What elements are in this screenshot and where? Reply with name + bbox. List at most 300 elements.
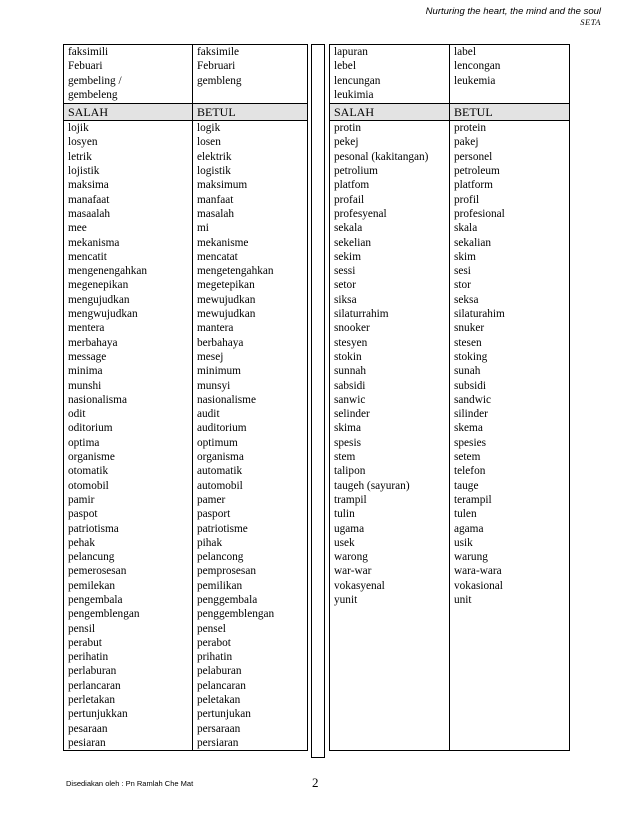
top-wrong-cell (64, 45, 193, 104)
table-row (330, 236, 570, 250)
correct-word-cell: mesej (193, 350, 308, 364)
table-row (330, 321, 570, 335)
wrong-word-cell: munshi (64, 379, 193, 393)
correct-word-cell: sekalian (450, 236, 570, 250)
top-word: gembleng (197, 74, 242, 87)
table-row (64, 364, 308, 378)
header-title: Nurturing the heart, the mind and the soul (425, 6, 601, 17)
table-row (330, 307, 570, 321)
wrong-word-cell: otomatik (64, 464, 193, 478)
correct-word-cell: usik (450, 536, 570, 550)
table-row (64, 250, 308, 264)
table-row (330, 436, 570, 450)
wrong-word-cell (330, 622, 450, 636)
correct-word-cell: tulen (450, 507, 570, 521)
correct-word-cell: auditorium (193, 421, 308, 435)
wrong-word-cell: sunnah (330, 364, 450, 378)
table-row (330, 121, 570, 136)
top-word: leukemia (454, 74, 496, 87)
wrong-word-cell: profail (330, 193, 450, 207)
wrong-word-cell: talipon (330, 464, 450, 478)
correct-word-cell: sesi (450, 264, 570, 278)
table-row (330, 221, 570, 235)
wrong-word-cell: warong (330, 550, 450, 564)
correct-word-cell: pasport (193, 507, 308, 521)
table-row (330, 393, 570, 407)
top-word: Februari (197, 60, 236, 73)
table-row (64, 579, 308, 593)
table-row (64, 278, 308, 292)
correct-word-cell: sandwic (450, 393, 570, 407)
top-right-cell (450, 45, 570, 104)
correct-word-cell: silaturahim (450, 307, 570, 321)
wrong-word-cell: lojik (64, 121, 193, 136)
wrong-word-cell (330, 736, 450, 751)
table-row (64, 522, 308, 536)
table-row (330, 593, 570, 607)
correct-word-cell: automatik (193, 464, 308, 478)
correct-word-cell (450, 650, 570, 664)
table-row (330, 336, 570, 350)
wrong-word-cell: pesiaran (64, 736, 193, 751)
correct-word-cell: penggemblengan (193, 607, 308, 621)
correct-word-cell: skala (450, 221, 570, 235)
correct-word-cell: maksimum (193, 178, 308, 192)
top-word: Febuari (68, 60, 103, 73)
wrong-word-cell: taugeh (sayuran) (330, 479, 450, 493)
wrong-word-cell: pemilekan (64, 579, 193, 593)
wrong-word-cell: merbahaya (64, 336, 193, 350)
table-row (64, 150, 308, 164)
table-row (330, 207, 570, 221)
correct-word-cell: mencatat (193, 250, 308, 264)
table-row (64, 736, 308, 751)
page-header (426, 6, 601, 28)
correct-word-cell: mewujudkan (193, 293, 308, 307)
wrong-word-cell (330, 707, 450, 721)
wrong-word-cell: silaturrahim (330, 307, 450, 321)
table-row (330, 679, 570, 693)
table-row (64, 564, 308, 578)
correct-word-cell: silinder (450, 407, 570, 421)
table-row (330, 707, 570, 721)
table-row (64, 622, 308, 636)
wrong-word-cell: optima (64, 436, 193, 450)
correct-word-cell: wara-wara (450, 564, 570, 578)
table-row (64, 607, 308, 621)
top-word: lencongan (454, 60, 501, 73)
wrong-word-cell: minima (64, 364, 193, 378)
correct-word-cell: pamer (193, 493, 308, 507)
wrong-word-cell: megenepikan (64, 278, 193, 292)
table-row (330, 421, 570, 435)
top-word: faksimili (68, 46, 109, 58)
table-row (330, 664, 570, 678)
wrong-word-cell: trampil (330, 493, 450, 507)
wrong-word-cell (330, 722, 450, 736)
column-header-row (64, 104, 308, 121)
correct-word-cell: mewujudkan (193, 307, 308, 321)
top-word: lencungan (334, 74, 381, 87)
wrong-word-cell: mengwujudkan (64, 307, 193, 321)
wrong-word-cell: perletakan (64, 693, 193, 707)
table-row (64, 693, 308, 707)
table-row (330, 407, 570, 421)
correct-word-cell: patriotisme (193, 522, 308, 536)
correct-word-cell: organisma (193, 450, 308, 464)
top-word: lapuran (334, 46, 368, 58)
wrong-word-cell: petrolium (330, 164, 450, 178)
correct-word-cell (450, 693, 570, 707)
column-separator (311, 44, 325, 758)
correct-word-cell: personel (450, 150, 570, 164)
correct-word-cell: megetepikan (193, 278, 308, 292)
table-row (330, 736, 570, 751)
wrong-word-cell: sekelian (330, 236, 450, 250)
correct-word-cell: subsidi (450, 379, 570, 393)
correct-word-cell (450, 622, 570, 636)
correct-word-cell: pelancaran (193, 679, 308, 693)
wrong-word-cell: pehak (64, 536, 193, 550)
correct-word-cell: mengetengahkan (193, 264, 308, 278)
table-row (330, 722, 570, 736)
wrong-word-cell: snooker (330, 321, 450, 335)
wrong-word-cell: oditorium (64, 421, 193, 435)
top-block-row (330, 45, 570, 104)
header-salah: SALAH (330, 104, 450, 121)
correct-word-cell: skim (450, 250, 570, 264)
correct-word-cell: munsyi (193, 379, 308, 393)
wrong-word-cell: pesaraan (64, 722, 193, 736)
wrong-word-cell: lojistik (64, 164, 193, 178)
wrong-word-cell: mekanisma (64, 236, 193, 250)
wrong-word-cell: organisme (64, 450, 193, 464)
wrong-word-cell: perlancaran (64, 679, 193, 693)
correct-word-cell: optimum (193, 436, 308, 450)
table-row (330, 264, 570, 278)
wrong-word-cell: manafaat (64, 193, 193, 207)
correct-word-cell: mekanisme (193, 236, 308, 250)
wrong-word-cell: pengembala (64, 593, 193, 607)
wrong-word-cell: perabut (64, 636, 193, 650)
table-row (64, 421, 308, 435)
top-word (454, 88, 569, 102)
correct-word-cell: pelancong (193, 550, 308, 564)
table-row (330, 564, 570, 578)
table-row (330, 164, 570, 178)
table-row (330, 622, 570, 636)
table-row (64, 321, 308, 335)
wrong-word-cell: ugama (330, 522, 450, 536)
table-row (330, 293, 570, 307)
wrong-word-cell: setor (330, 278, 450, 292)
wrong-word-cell: spesis (330, 436, 450, 450)
correct-word-cell: vokasional (450, 579, 570, 593)
correct-word-cell: logik (193, 121, 308, 136)
table-row (330, 693, 570, 707)
correct-word-cell: pelaburan (193, 664, 308, 678)
table-row (330, 135, 570, 149)
wrong-word-cell: message (64, 350, 193, 364)
table-row (64, 193, 308, 207)
wrong-word-cell: yunit (330, 593, 450, 607)
correct-word-cell (450, 722, 570, 736)
wrong-word-cell: stokin (330, 350, 450, 364)
table-row (64, 593, 308, 607)
wrong-word-cell: mencatit (64, 250, 193, 264)
table-row (64, 178, 308, 192)
table-row (64, 450, 308, 464)
correct-word-cell: warung (450, 550, 570, 564)
wrong-word-cell: stem (330, 450, 450, 464)
top-word (197, 88, 307, 102)
table-row (330, 550, 570, 564)
wrong-word-cell (330, 679, 450, 693)
correct-word-cell: protein (450, 121, 570, 136)
table-row (64, 121, 308, 136)
correct-word-cell: pemprosesan (193, 564, 308, 578)
wrong-word-cell: pengemblengan (64, 607, 193, 621)
table-row (64, 636, 308, 650)
correct-word-cell: pihak (193, 536, 308, 550)
table-row (64, 550, 308, 564)
correct-word-cell: sunah (450, 364, 570, 378)
correct-word-cell: prihatin (193, 650, 308, 664)
header-subtitle: SETA (580, 17, 601, 27)
table-row (330, 536, 570, 550)
correct-word-cell: agama (450, 522, 570, 536)
top-wrong-cell (330, 45, 450, 104)
correct-word-cell: automobil (193, 479, 308, 493)
correct-word-cell: pemilikan (193, 579, 308, 593)
table-row (330, 464, 570, 478)
wrong-word-cell: sabsidi (330, 379, 450, 393)
table-row (64, 236, 308, 250)
correct-word-cell: masalah (193, 207, 308, 221)
table-row (330, 493, 570, 507)
left-word-table (63, 44, 308, 751)
table-row (64, 264, 308, 278)
wrong-word-cell (330, 607, 450, 621)
wrong-word-cell: letrik (64, 150, 193, 164)
table-row (330, 278, 570, 292)
wrong-word-cell: vokasyenal (330, 579, 450, 593)
top-word: faksimile (197, 46, 240, 58)
top-block-row (64, 45, 308, 104)
table-row (330, 479, 570, 493)
correct-word-cell: elektrik (193, 150, 308, 164)
table-row (330, 607, 570, 621)
table-row (330, 636, 570, 650)
table-row (64, 221, 308, 235)
correct-word-cell: profesional (450, 207, 570, 221)
table-row (64, 379, 308, 393)
correct-word-cell: seksa (450, 293, 570, 307)
table-row (330, 379, 570, 393)
table-row (64, 407, 308, 421)
table-row (64, 135, 308, 149)
correct-word-cell (450, 679, 570, 693)
wrong-word-cell: maksima (64, 178, 193, 192)
table-row (64, 164, 308, 178)
wrong-word-cell: paspot (64, 507, 193, 521)
column-header-row (330, 104, 570, 121)
table-row (64, 707, 308, 721)
correct-word-cell: unit (450, 593, 570, 607)
top-word: label (454, 46, 476, 58)
correct-word-cell (450, 607, 570, 621)
wrong-word-cell: nasionalisma (64, 393, 193, 407)
wrong-word-cell (330, 664, 450, 678)
table-row (64, 536, 308, 550)
wrong-word-cell: sessi (330, 264, 450, 278)
table-row (64, 664, 308, 678)
correct-word-cell: telefon (450, 464, 570, 478)
correct-word-cell (450, 736, 570, 751)
table-row (330, 507, 570, 521)
table-row (64, 350, 308, 364)
table-row (330, 178, 570, 192)
correct-word-cell: logistik (193, 164, 308, 178)
wrong-word-cell: mee (64, 221, 193, 235)
table-row (64, 479, 308, 493)
wrong-word-cell (330, 693, 450, 707)
wrong-word-cell: tulin (330, 507, 450, 521)
table-row (64, 722, 308, 736)
correct-word-cell (450, 664, 570, 678)
table-row (330, 250, 570, 264)
wrong-word-cell: protin (330, 121, 450, 136)
header-betul: BETUL (193, 104, 308, 121)
correct-word-cell: petroleum (450, 164, 570, 178)
table-row (64, 436, 308, 450)
correct-word-cell: tauge (450, 479, 570, 493)
wrong-word-cell: profesyenal (330, 207, 450, 221)
wrong-word-cell: sekala (330, 221, 450, 235)
table-row (64, 507, 308, 521)
table-row (64, 293, 308, 307)
correct-word-cell: setem (450, 450, 570, 464)
wrong-word-cell: pamir (64, 493, 193, 507)
correct-word-cell: manfaat (193, 193, 308, 207)
table-row (64, 207, 308, 221)
correct-word-cell: persaraan (193, 722, 308, 736)
wrong-word-cell: selinder (330, 407, 450, 421)
top-right-cell (193, 45, 308, 104)
wrong-word-cell: usek (330, 536, 450, 550)
footer-credit: Disediakan oleh : Pn Ramlah Che Mat (66, 779, 194, 788)
wrong-word-cell: war-war (330, 564, 450, 578)
wrong-word-cell: stesyen (330, 336, 450, 350)
page-number: 2 (312, 775, 319, 790)
right-word-table (329, 44, 570, 751)
top-word: gembeling / (68, 74, 122, 87)
correct-word-cell (450, 636, 570, 650)
correct-word-cell: peletakan (193, 693, 308, 707)
table-row (64, 493, 308, 507)
wrong-word-cell: siksa (330, 293, 450, 307)
wrong-word-cell: pelancung (64, 550, 193, 564)
table-row (64, 679, 308, 693)
table-row (64, 307, 308, 321)
table-row (330, 150, 570, 164)
correct-word-cell: minimum (193, 364, 308, 378)
wrong-word-cell: pesonal (kakitangan) (330, 150, 450, 164)
correct-word-cell: pensel (193, 622, 308, 636)
top-word: gembeleng (68, 88, 118, 101)
wrong-word-cell (330, 650, 450, 664)
wrong-word-cell: sanwic (330, 393, 450, 407)
wrong-word-cell: sekim (330, 250, 450, 264)
correct-word-cell (450, 707, 570, 721)
correct-word-cell: pertunjukan (193, 707, 308, 721)
correct-word-cell: pakej (450, 135, 570, 149)
correct-word-cell: audit (193, 407, 308, 421)
wrong-word-cell: masaalah (64, 207, 193, 221)
table-row (330, 364, 570, 378)
wrong-word-cell: platfom (330, 178, 450, 192)
table-row (64, 336, 308, 350)
wrong-word-cell: pensil (64, 622, 193, 636)
wrong-word-cell: mengenengahkan (64, 264, 193, 278)
table-row (330, 350, 570, 364)
table-row (64, 464, 308, 478)
wrong-word-cell: perihatin (64, 650, 193, 664)
wrong-word-cell: losyen (64, 135, 193, 149)
wrong-word-cell: patriotisma (64, 522, 193, 536)
correct-word-cell: nasionalisme (193, 393, 308, 407)
top-word: lebel (334, 60, 356, 73)
correct-word-cell: mi (193, 221, 308, 235)
table-row (330, 450, 570, 464)
wrong-word-cell (330, 636, 450, 650)
wrong-word-cell: otomobil (64, 479, 193, 493)
correct-word-cell: profil (450, 193, 570, 207)
correct-word-cell: snuker (450, 321, 570, 335)
table-row (64, 393, 308, 407)
correct-word-cell: skema (450, 421, 570, 435)
table-row (64, 650, 308, 664)
correct-word-cell: spesies (450, 436, 570, 450)
correct-word-cell: berbahaya (193, 336, 308, 350)
correct-word-cell: platform (450, 178, 570, 192)
table-row (330, 579, 570, 593)
header-salah: SALAH (64, 104, 193, 121)
table-row (330, 193, 570, 207)
correct-word-cell: perabot (193, 636, 308, 650)
wrong-word-cell: pertunjukkan (64, 707, 193, 721)
correct-word-cell: losen (193, 135, 308, 149)
top-word: leukimia (334, 88, 374, 101)
wrong-word-cell: odit (64, 407, 193, 421)
wrong-word-cell: mengujudkan (64, 293, 193, 307)
correct-word-cell: stesen (450, 336, 570, 350)
correct-word-cell: stor (450, 278, 570, 292)
wrong-word-cell: skima (330, 421, 450, 435)
correct-word-cell: penggembala (193, 593, 308, 607)
table-row (330, 522, 570, 536)
table-row (330, 650, 570, 664)
correct-word-cell: persiaran (193, 736, 308, 751)
wrong-word-cell: mentera (64, 321, 193, 335)
correct-word-cell: stoking (450, 350, 570, 364)
wrong-word-cell: pekej (330, 135, 450, 149)
correct-word-cell: mantera (193, 321, 308, 335)
wrong-word-cell: perlaburan (64, 664, 193, 678)
header-betul: BETUL (450, 104, 570, 121)
wrong-word-cell: pemerosesan (64, 564, 193, 578)
correct-word-cell: terampil (450, 493, 570, 507)
